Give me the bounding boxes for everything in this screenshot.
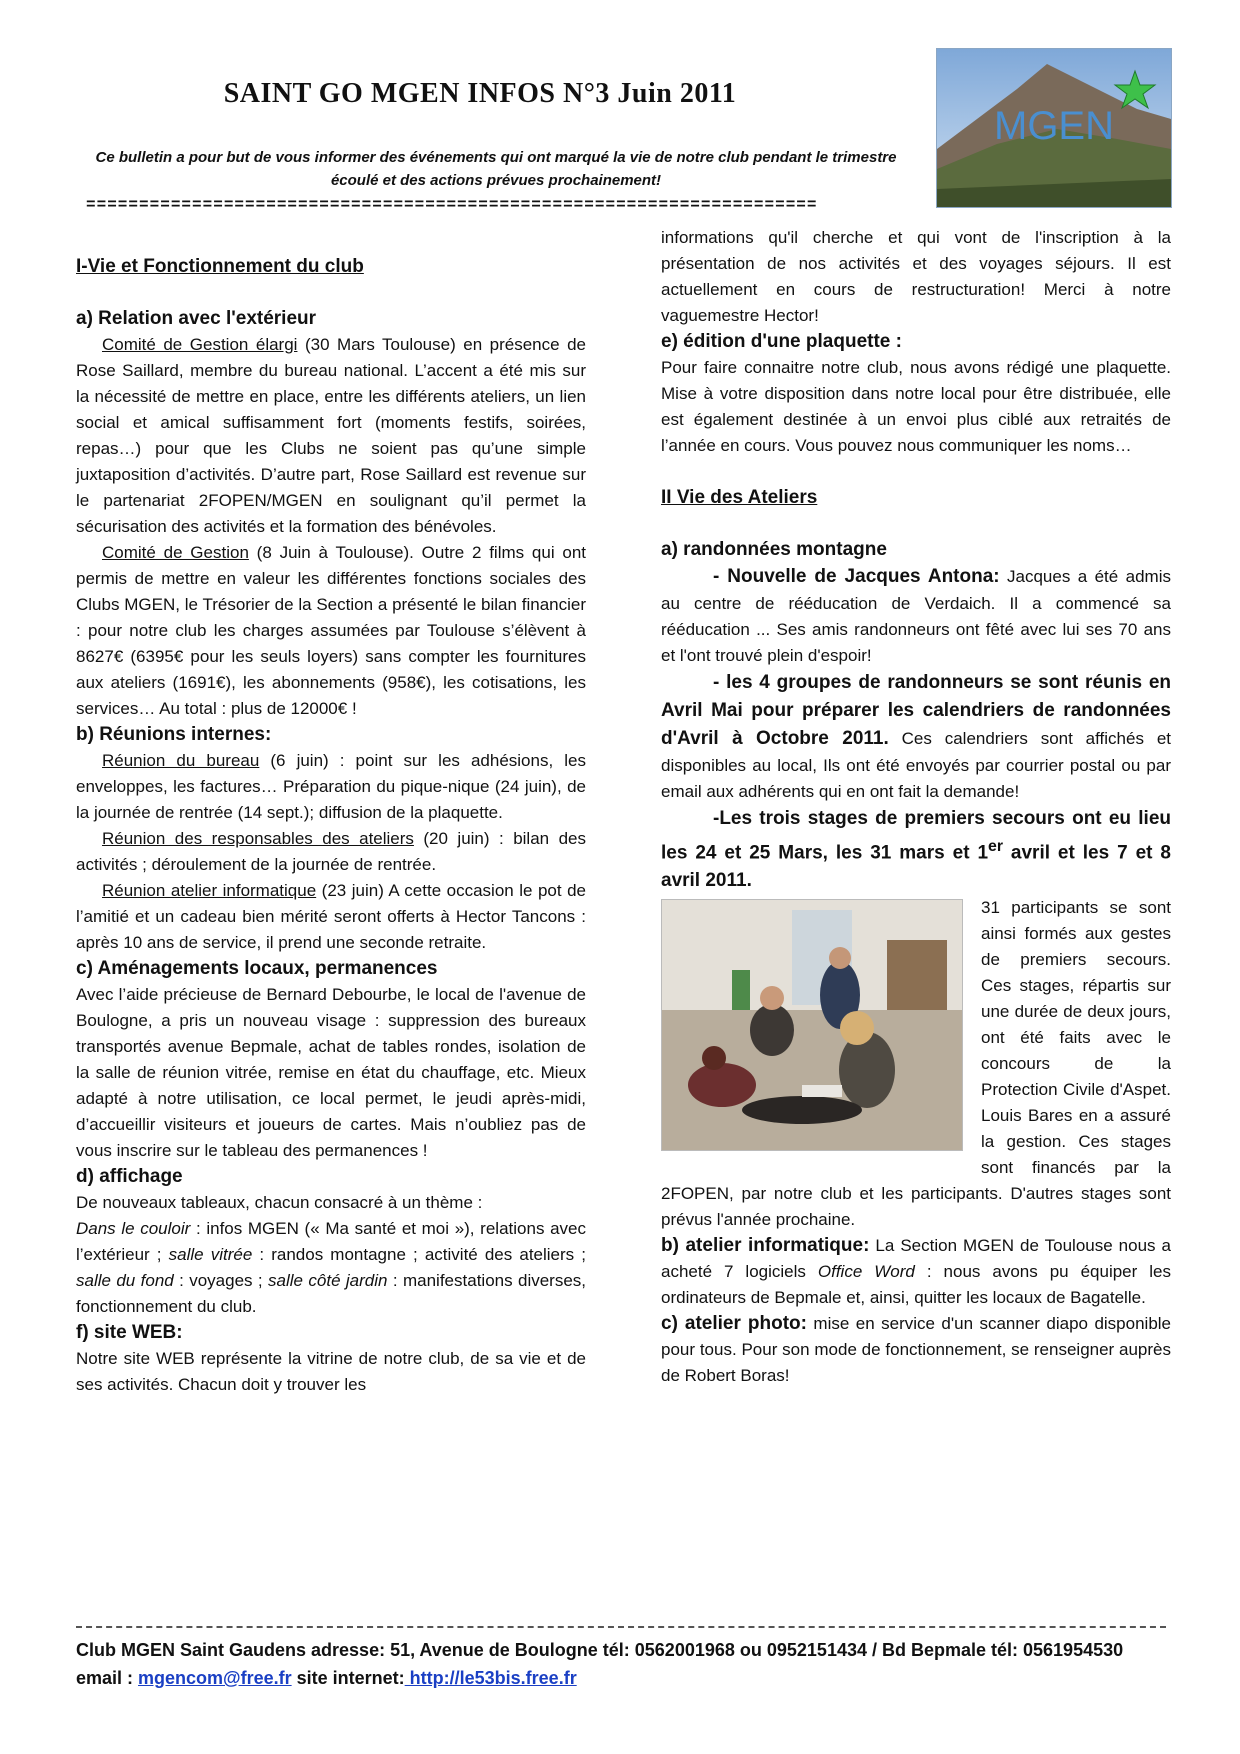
heading-amenagements: c) Aménagements locaux, permanences [76,958,438,979]
heading-atelier-photo: c) atelier photo: [661,1313,807,1335]
heading-randonnees: a) randonnées montagne [661,539,887,560]
text-couloir: : infos MGEN (« Ma santé et moi »), relations avec l’extérieur ; [76,1219,586,1264]
paragraph-reunion-responsables [76,826,586,878]
label-salle-jardin: salle côté jardin [268,1271,388,1290]
sup-er: er [988,838,1003,855]
logo-text: MGEN [994,104,1114,148]
page-title: SAINT GO MGEN INFOS N°3 Juin 2011 [223,78,737,109]
mountain-logo-image [937,49,1171,207]
paragraph-amenagements: Avec l’aide précieuse de Bernard Debourbe, le local de l'avenue de Boulogne, a pris un nouveau visage : suppression des bureaux transportés avenue Bepmale, achat de tables rondes, isolation de la salle de réunion vitrée, remise en état du chauffage, etc. Mieux adapté à notre utilisation, ce local permet, le jeudi après-midi, d’accueillir visiteurs et joueurs de cartes. Mais n’oubliez pas de vous inscrire sur le tableau des permanences ! [76,985,586,1160]
text-groupes-randonneurs: Ces calendriers sont affichés et disponibles au local, Ils ont été envoyés par courrier postal ou par email aux adhérents qui en ont fait la demande! [661,729,1171,801]
right-column [661,225,1171,1389]
text-reunion-responsables: (20 juin) : bilan des activités ; déroulement de la journée de rentrée. [76,829,586,874]
first-aid-photo [661,899,963,1151]
paragraph-atelier-photo [661,1311,1171,1389]
text-atelier-photo: mise en service d'un scanner diapo disponible pour tous. Pour son mode de fonctionnement, se renseigner auprès de Robert Boras! [661,1314,1172,1386]
paragraph-site-web-cont: informations qu'il cherche et qui vont de l'inscription à la présentation de nos activités et des voyages séjours. Il est actuellement en cours de restructuration! Merci à notre vaguemestre Hector! [661,228,1171,325]
section-title-vie-club: I-Vie et Fonctionnement du club [76,256,364,277]
bold-jacques-antona: - Nouvelle de Jacques Antona: [713,566,1000,587]
heading-relation-exterieur: a) Relation avec l'extérieur [76,308,317,329]
heading-plaquette: e) édition d'une plaquette : [661,331,902,352]
paragraph-affichage [76,1216,586,1320]
text-informatique-2: : nous avons pu équiper les ordinateurs de Bepmale et, ainsi, quitter les locaux de Bagatelle. [661,1262,1171,1308]
paragraph-reunion-bureau [76,748,586,826]
paragraph-affichage-intro: De nouveaux tableaux, chacun consacré à un thème : [76,1193,483,1212]
label-salle-fond: salle du fond [76,1271,174,1290]
email-link[interactable]: mgencom@free.fr [138,1668,292,1688]
label-reunion-responsables: Réunion des responsables des ateliers [102,829,414,848]
paragraph-plaquette: Pour faire connaitre notre club, nous avons rédigé une plaquette. Mise à votre disposition dans notre local pour être distribuée, elle est également destinée à un envoi plus ciblé aux retraités de l’année en cours. Vous pouvez nous communiquer les noms… [661,358,1171,455]
heading-site-web: f) site WEB: [76,1322,183,1343]
label-couloir: Dans le couloir [76,1219,191,1238]
separator-line: ===================================================================== [86,196,818,214]
label-reunion-bureau: Réunion du bureau [102,751,260,770]
paragraph-stages-secours [661,805,1171,895]
paragraph-jacques-antona [661,563,1171,669]
text-comite-elargi: (30 Mars Toulouse) en présence de Rose Saillard, membre du bureau national. L’accent a été mis sur la nécessité de mettre en place, entre les différents ateliers, un lien social et amical suffisamment fort (moments festifs, soirées, repas…) pour que les Clubs ne soient pas qu’une simple juxtaposition d’activités. D’autre part, Rose Saillard est revenue sur le partenariat 2FOPEN/MGEN en soulignant qu’il permet la sécurisation des activités et la formation des bénévoles. [76,335,587,536]
text-salle-fond: : voyages ; [173,1271,269,1290]
text-informatique-1: La Section MGEN de Toulouse nous a acheté 7 logiciels [661,1236,1171,1282]
first-aid-training-image [662,900,962,1150]
mgen-logo [936,48,1172,208]
heading-atelier-informatique: b) atelier informatique: [661,1235,870,1257]
text-salle-vitree: : randos montagne ; activité des ateliers ; [252,1245,586,1264]
text-jacques-antona: Jacques a été admis au centre de rééducation de Verdaich. Il a commencé sa rééducation ... Ses amis randonneurs ont fêté avec lui ses 70 ans et l'ont trouvé plein d'espoir! [661,567,1171,665]
left-column [76,254,586,1398]
section-title-ateliers: II Vie des Ateliers [661,487,818,508]
paragraph-groupes-randonneurs [661,669,1171,805]
text-reunion-bureau: (6 juin) : point sur les adhésions, les enveloppes, les factures… Préparation du pique-nique (24 juin), de la journée de rentrée (14 sept.); diffusion de la plaquette. [76,751,586,822]
site-link[interactable]: http://le53bis.free.fr [404,1668,577,1688]
text-comite-gestion: (8 Juin à Toulouse). Outre 2 films qui ont permis de mettre en valeur les différentes fonctions sociales des Clubs MGEN, le Trésorier de la Section a présenté le bilan financier : pour notre club les charges assumées par Toulouse s’élèvent à 8627€ (6395€ pour les seuls loyers) sans compter les fournitures aux ateliers (1691€), les abonnements (958€), les cotisations, les services… Au total : plus de 12000€ ! [76,543,586,718]
text-reunion-informatique: (23 juin) A cette occasion le pot de l’amitié et un cadeau bien mérité seront offerts à Hector Tancons : après 10 ans de service, il prend une seconde retraite. [76,881,587,952]
text-salle-jardin: : manifestations diverses, fonctionnement du club. [76,1271,587,1316]
bold-stages-1: -Les trois stages de premiers secours ont eu lieu les 24 et 25 Mars, les 31 mars et 1 [661,808,1171,864]
bold-stages-2: avril et les 7 et 8 avril 2011. [661,842,1171,892]
paragraph-site-web: Notre site WEB représente la vitrine de notre club, de sa vie et de ses activités. Chacun doit y trouver les [76,1349,586,1394]
footer-address: Club MGEN Saint Gaudens adresse: 51, Avenue de Boulogne tél: 0562001968 ou 0952151434 / Bd Bepmale tél: 0561954530 [76,1640,1124,1660]
site-label: site internet: [291,1668,405,1688]
email-label: email : [76,1668,139,1688]
label-reunion-informatique: Réunion atelier informatique [102,881,317,900]
heading-affichage: d) affichage [76,1166,183,1187]
paragraph-atelier-informatique [661,1233,1171,1311]
label-comite-gestion: Comité de Gestion [102,543,249,562]
text-office-word: Office Word [817,1262,915,1282]
label-comite-elargi: Comité de Gestion élargi [102,335,298,354]
paragraph-comite-elargi [76,332,586,540]
bold-groupes-randonneurs: - les 4 groupes de randonneurs se sont réunis en Avril Mai pour préparer les calendriers de randonnées d'Avril à Octobre 2011. [661,672,1171,749]
footer-contact [76,1668,1176,1689]
footer-divider [76,1626,1166,1628]
intro-text: Ce bulletin a pour but de vous informer des événements qui ont marqué la vie de notre club pendant le trimestre écoulé et des actions prévues prochainement! [95,149,897,189]
paragraph-comite-gestion [76,540,586,722]
paragraph-reunion-informatique [76,878,586,956]
paragraph-participants: 31 participants se sont ainsi formés aux gestes de premiers secours. Ces stages, répartis sur une durée de deux jours, ont été faits avec le concours de la Protection Civile d'Aspet. Louis Bares en a assuré la gestion. Ces stages sont financés par la 2FOPEN, par notre club et les participants. D'autres stages sont prévus l'année prochaine. [661,898,1171,1230]
heading-reunions-internes: b) Réunions internes: [76,724,272,745]
photo-block [661,895,1171,1233]
label-salle-vitree: salle vitrée [168,1245,253,1264]
